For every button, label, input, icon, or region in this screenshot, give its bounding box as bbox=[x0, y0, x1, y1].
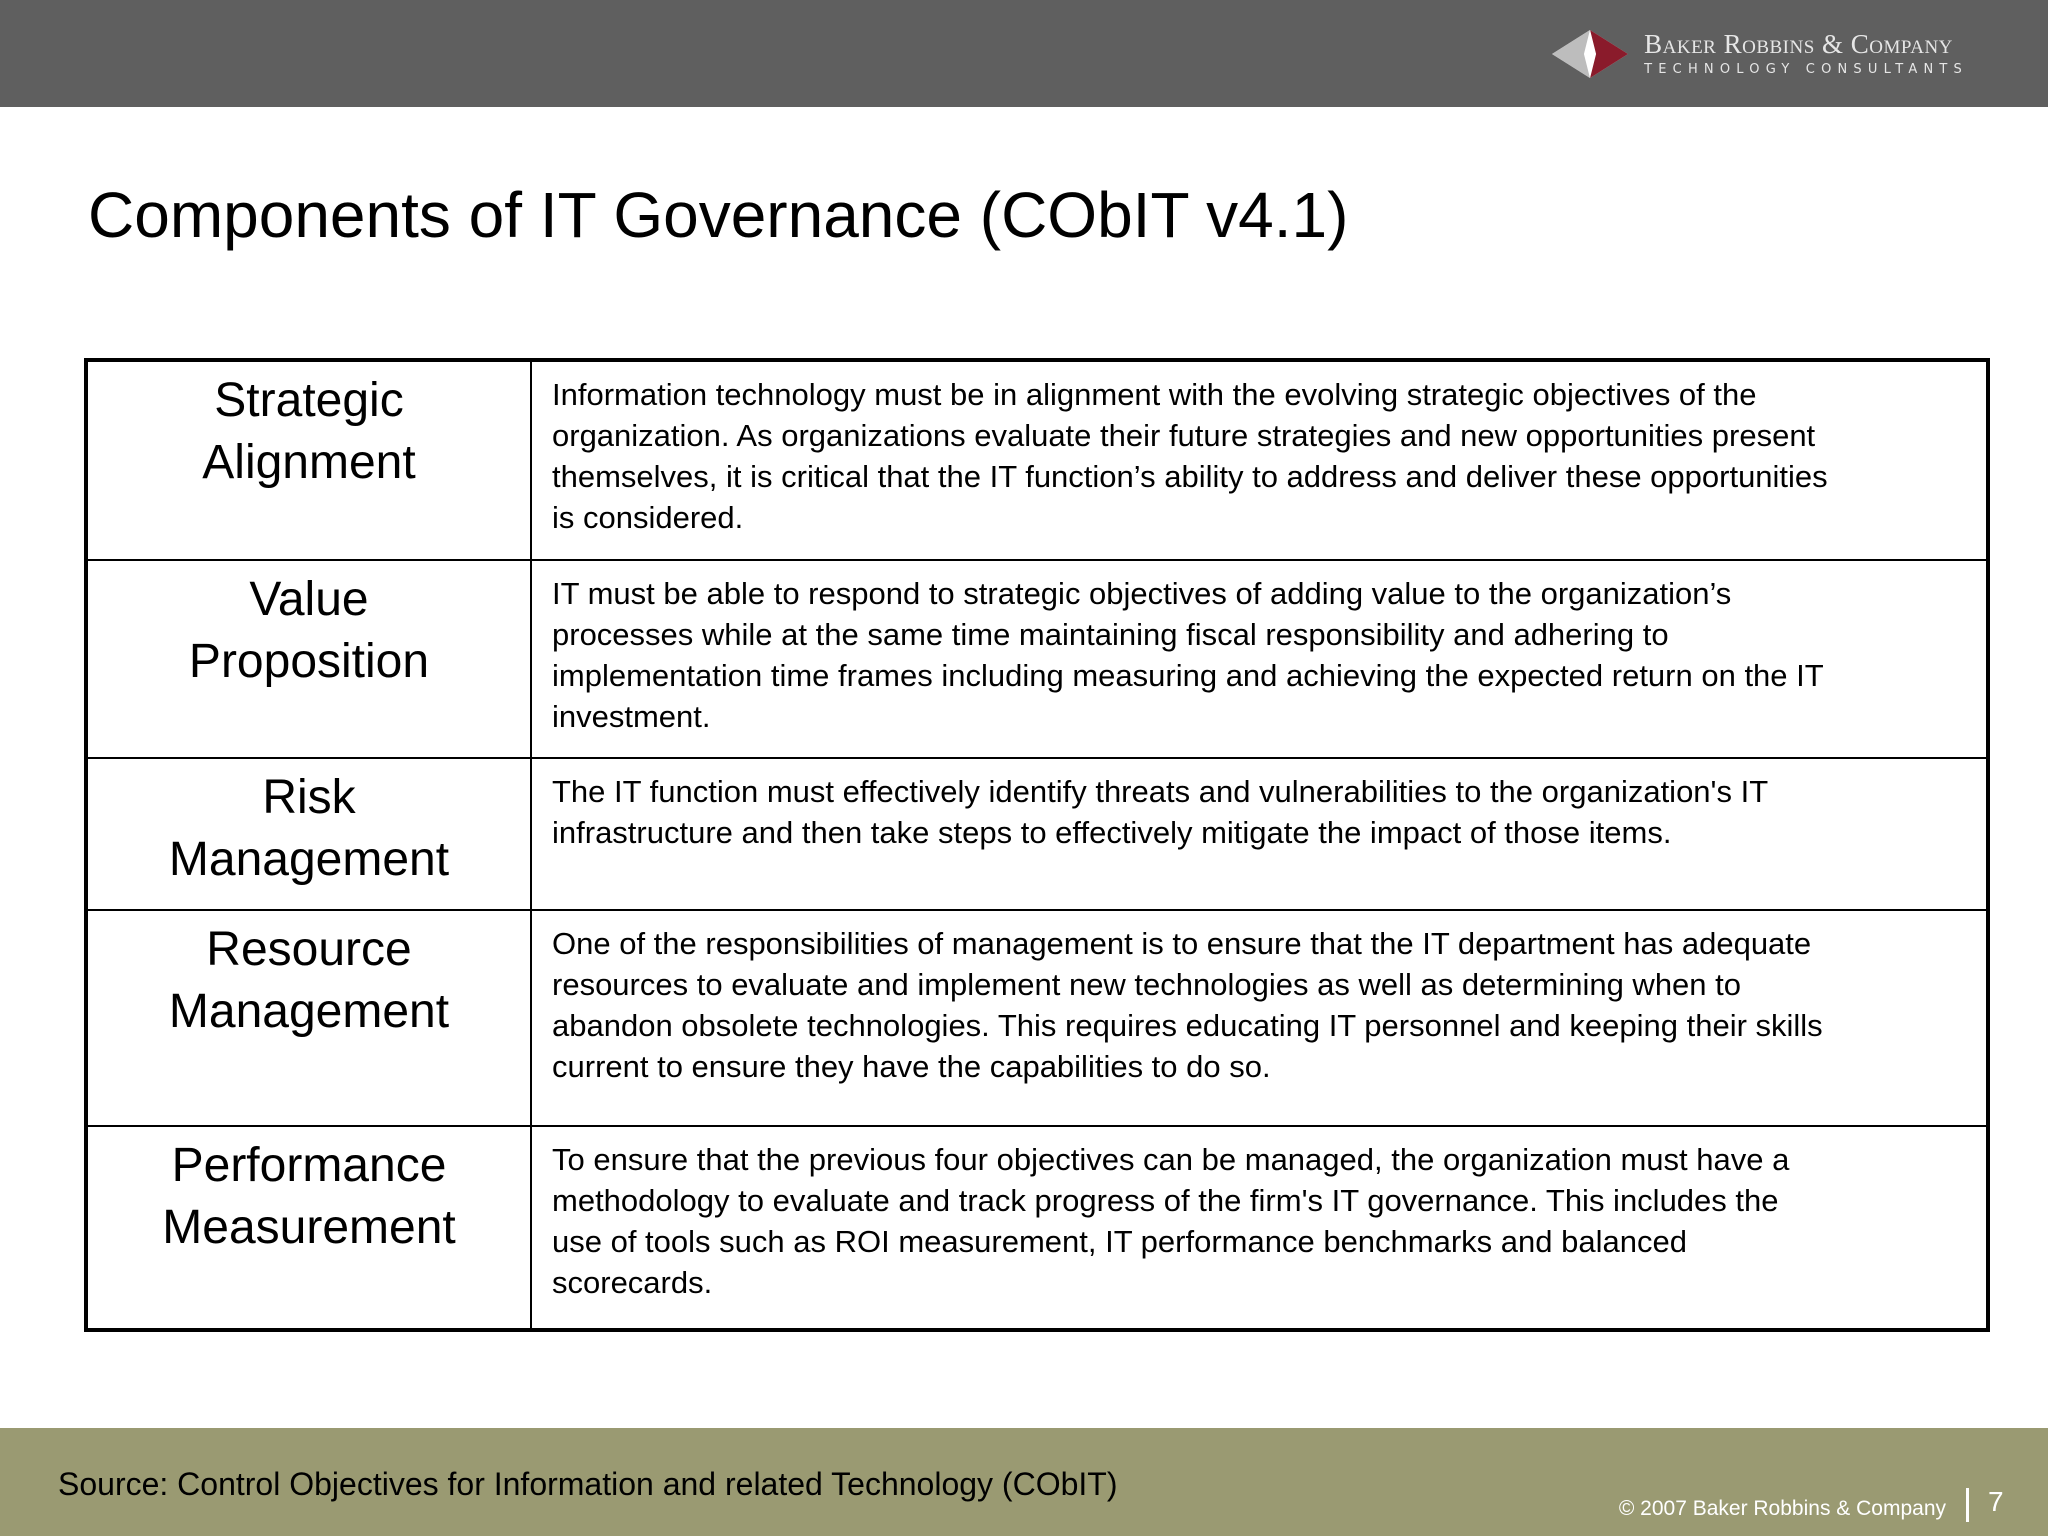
page-number: 7 bbox=[1988, 1486, 2004, 1517]
logo-subtitle: TECHNOLOGY CONSULTANTS bbox=[1644, 62, 1968, 77]
company-logo bbox=[1550, 26, 1968, 82]
copyright-notice: © 2007 Baker Robbins & Company bbox=[1618, 1497, 1946, 1520]
table-row bbox=[86, 758, 1988, 910]
term-cell: Strategic Alignment bbox=[86, 360, 531, 560]
page-number-divider bbox=[1966, 1488, 1969, 1522]
table-row bbox=[86, 560, 1988, 758]
description-cell: Information technology must be in alignment with the evolving strategic objectives of the organization. As organizations evaluate their future strategies and new opportunities present themselves, it is critical that the IT function’s ability to address and deliver these opportunities is considered. bbox=[531, 360, 1988, 560]
table-row bbox=[86, 360, 1988, 560]
description-cell: IT must be able to respond to strategic objectives of adding value to the organization’s processes while at the same time maintaining fiscal responsibility and adhering to implementation time frames including measuring and achieving the expected return on the IT investment. bbox=[531, 560, 1988, 758]
description-cell: To ensure that the previous four objectives can be managed, the organization must have a methodology to evaluate and track progress of the firm's IT governance. This includes the use of tools such as ROI measurement, IT performance benchmarks and balanced scorecards. bbox=[531, 1126, 1988, 1330]
header-bar bbox=[0, 0, 2048, 107]
page-title: Components of IT Governance (CObIT v4.1) bbox=[88, 179, 1349, 251]
source-citation: Source: Control Objectives for Information and related Technology (CObIT) bbox=[58, 1466, 1118, 1502]
governance-table bbox=[84, 358, 1990, 1332]
term-cell: Performance Measurement bbox=[86, 1126, 531, 1330]
logo-name: Baker Robbins & Company bbox=[1644, 29, 1953, 59]
description-cell: One of the responsibilities of management is to ensure that the IT department has adequate resources to evaluate and implement new technologies as well as determining when to abandon obsolete technologies. This requires educating IT personnel and keeping their skills current to ensure they have the capabilities to do so. bbox=[531, 910, 1988, 1126]
term-cell: Resource Management bbox=[86, 910, 531, 1126]
diamond-logo-icon bbox=[1550, 26, 1630, 82]
term-cell: Risk Management bbox=[86, 758, 531, 910]
description-cell: The IT function must effectively identify threats and vulnerabilities to the organization's IT infrastructure and then take steps to effectively mitigate the impact of those items. bbox=[531, 758, 1988, 910]
table-row bbox=[86, 910, 1988, 1126]
term-cell: Value Proposition bbox=[86, 560, 531, 758]
table-row bbox=[86, 1126, 1988, 1330]
